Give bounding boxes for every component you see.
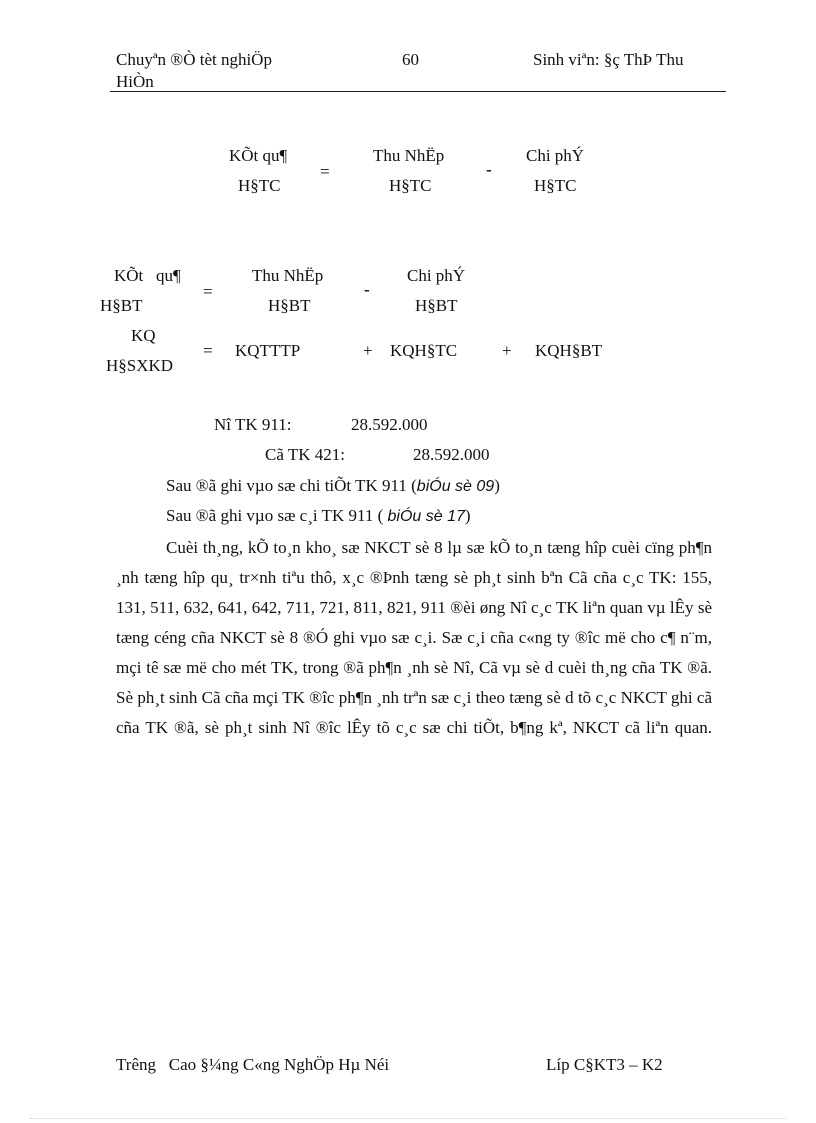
formula-3-term3: KQH§BT — [535, 341, 603, 360]
formula-3-equals: = — [203, 341, 213, 360]
formula-1-term1-top: Thu NhËp — [373, 146, 445, 165]
formula-2-minus: - — [364, 280, 370, 299]
formula-3-plus-1: + — [363, 341, 373, 360]
formula-2-term2-bottom: H§BT — [415, 296, 458, 315]
note-line-2-reference: biÓu sè 17 — [387, 508, 465, 525]
formula-2-lhs-bottom: H§BT — [100, 296, 143, 315]
formula-3-lhs-bottom: H§SXKD — [106, 356, 174, 375]
formula-1-lhs-top: KÕt qu¶ — [229, 146, 288, 165]
note-line-1-reference: biÓu sè 09 — [416, 478, 495, 495]
formula-3-lhs-top: KQ — [131, 326, 156, 345]
page-bottom-border — [30, 1118, 786, 1119]
formula-3-term2: KQH§TC — [390, 341, 458, 360]
note-line-2 — [166, 506, 471, 526]
formula-1-term2-top: Chi phÝ — [526, 146, 585, 165]
note-line-2-text: Sau ®ã ghi vµo sæ c¸i TK 911 ( — [166, 506, 388, 525]
note-line-2-close: ) — [464, 506, 471, 525]
formula-1-equals: = — [320, 162, 330, 181]
page-number: 60 — [402, 50, 419, 69]
formula-2-lhs-top: KÕt qu¶ — [114, 266, 181, 285]
formula-2-term2-top: Chi phÝ — [407, 266, 466, 285]
header-student-name: Sinh viªn: §ç ThÞ Thu — [533, 50, 684, 69]
formula-2-equals: = — [203, 282, 213, 301]
formula-1-term1-bottom: H§TC — [389, 176, 432, 195]
header-title-continued: HiÒn — [116, 72, 154, 91]
debit-value: 28.592.000 — [351, 415, 428, 434]
formula-3-plus-2: + — [502, 341, 512, 360]
header-rule — [110, 91, 726, 92]
footer-class: Líp C§KT3 – K2 — [546, 1055, 663, 1074]
debit-label: Nî TK 911: — [214, 415, 292, 434]
body-paragraph-text: Cuèi th¸ng, kÕ to¸n kho¸ sæ NKCT sè 8 lµ sæ kÕ to¸n tæng hîp cuèi cïng ph¶n ¸nh tæng hîp qu¸ tr×nh tiªu thô, x¸c ®Þnh tæng sè ph¸t sinh bªn Cã cña c¸c TK: 155, 131, 511, 632, 641, 642, 711, 721, 811, 821, 911 ®èi øng Nî c¸c TK liªn quan vµ lÊy sè tæng céng cña NKCT sè 8 ®Ó ghi vµo sæ c¸i. Sæ c¸i cña c«ng ty ®îc më cho c¶ n¨m, mçi tê sæ më cho mét TK, trong ®ã ph¶n ¸nh sè Nî, Cã vµ sè d cuèi th¸ng cña TK ®ã. Sè ph¸t sinh Cã cña mçi TK ®îc ph¶n ¸nh trªn sæ c¸i theo tæng sè d tõ c¸c NKCT ghi cã cña TK ®ã, sè ph¸t sinh Nî ®îc lÊy tõ c¸c sæ chi tiÕt, b¶ng kª, NKCT cã liªn quan. — [116, 538, 712, 737]
credit-label: Cã TK 421: — [265, 445, 345, 464]
formula-2-term1-top: Thu NhËp — [252, 266, 324, 285]
credit-value: 28.592.000 — [413, 445, 490, 464]
formula-1-lhs-bottom: H§TC — [238, 176, 281, 195]
note-line-1-close: ) — [494, 476, 500, 495]
formula-1-term2-bottom: H§TC — [534, 176, 577, 195]
note-line-1-text: Sau ®ã ghi vµo sæ chi tiÕt TK 911 ( — [166, 476, 417, 495]
formula-1-minus: - — [486, 160, 492, 179]
body-paragraph — [116, 533, 712, 773]
footer-school: Trêng Cao §¼ng C«ng NghÖp Hµ Néi — [116, 1055, 390, 1074]
formula-2-term1-bottom: H§BT — [268, 296, 311, 315]
note-line-1 — [166, 476, 500, 496]
header-title: Chuyªn ®Ò tèt nghiÖp — [116, 50, 272, 69]
formula-3-term1: KQTTTP — [235, 341, 301, 360]
